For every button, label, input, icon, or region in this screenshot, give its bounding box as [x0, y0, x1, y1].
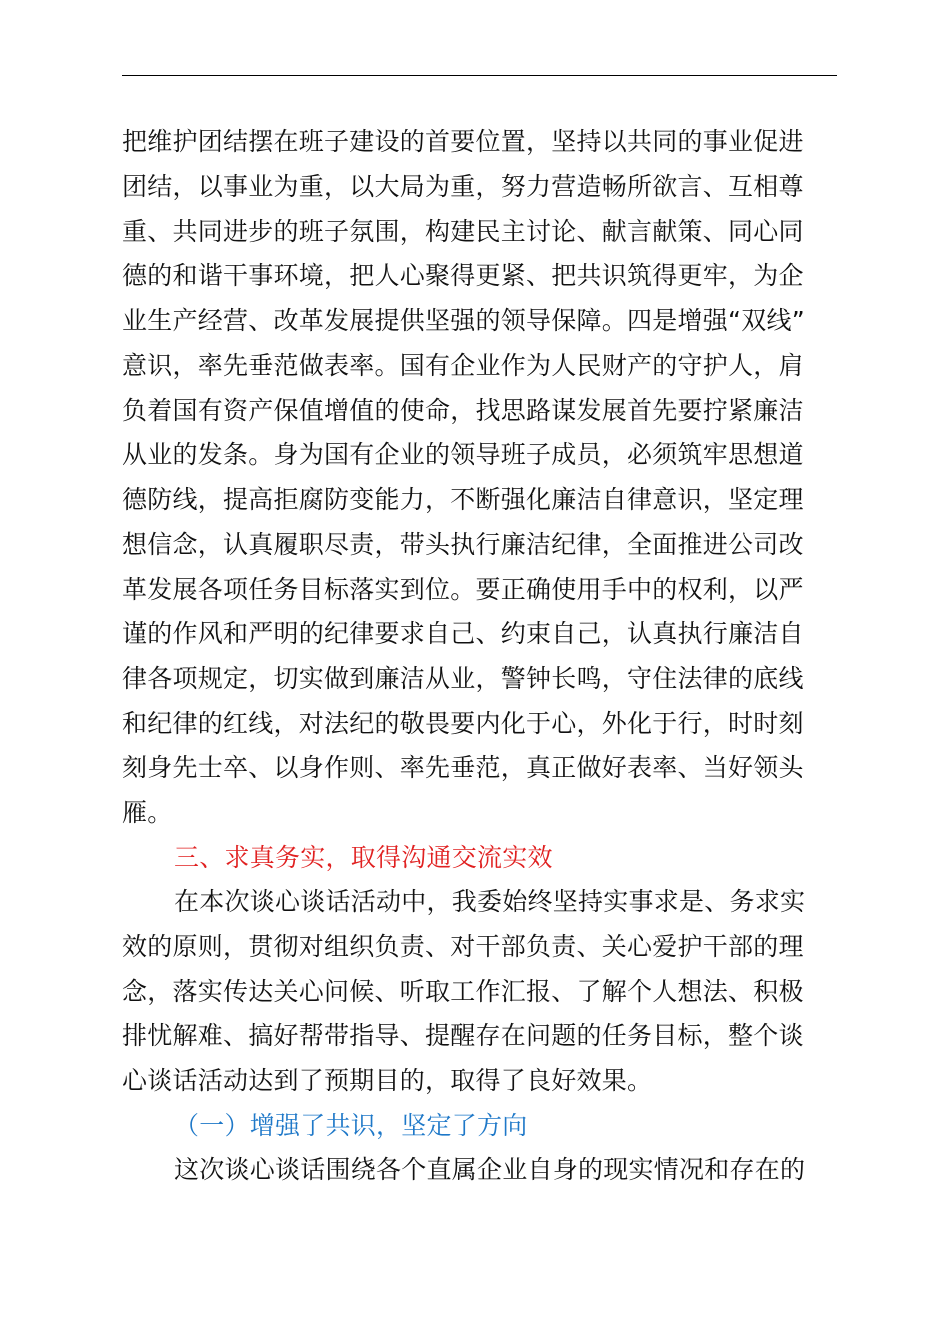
- body-line: 念，落实传达关心问候、听取工作汇报、了解个人想法、积极: [122, 977, 804, 1006]
- body-line: 想信念，认真履职尽责，带头执行廉洁纪律，全面推进公司改: [122, 530, 804, 559]
- body-line: 意识，率先垂范做表率。国有企业作为人民财产的守护人，肩: [122, 351, 804, 380]
- body-line: 革发展各项任务目标落实到位。要正确使用手中的权利，以严: [122, 575, 804, 604]
- body-line: 重、共同进步的班子氛围，构建民主讨论、献言献策、同心同: [122, 217, 804, 246]
- body-line: 德的和谐干事环境，把人心聚得更紧、把共识筑得更牢，为企: [122, 261, 804, 290]
- body-line: 心谈话活动达到了预期目的，取得了良好效果。: [122, 1066, 653, 1095]
- body-line: 雁。: [122, 798, 173, 827]
- body-line: 把维护团结摆在班子建设的首要位置，坚持以共同的事业促进: [122, 127, 804, 156]
- body-line: 效的原则，贯彻对组织负责、对干部负责、关心爱护干部的理: [122, 932, 804, 961]
- section-heading: 三、求真务实，取得沟通交流实效: [174, 843, 553, 872]
- body-line: 谨的作风和严明的纪律要求自己、约束自己，认真执行廉洁自: [122, 619, 804, 648]
- body-line: 业生产经营、改革发展提供坚强的领导保障。四是增强“双线”: [122, 306, 805, 335]
- body-line: 团结，以事业为重，以大局为重，努力营造畅所欲言、互相尊: [122, 172, 804, 201]
- body-line: 从业的发条。身为国有企业的领导班子成员，必须筑牢思想道: [122, 440, 804, 469]
- body-line: 排忧解难、搞好帮带指导、提醒存在问题的任务目标，整个谈: [122, 1021, 804, 1050]
- body-line: 律各项规定，切实做到廉洁从业，警钟长鸣，守住法律的底线: [122, 664, 804, 693]
- body-line: 这次谈心谈话围绕各个直属企业自身的现实情况和存在的: [174, 1155, 806, 1184]
- body-line: 负着国有资产保值增值的使命，找思路谋发展首先要拧紧廉洁: [122, 396, 804, 425]
- body-line: 在本次谈心谈话活动中，我委始终坚持实事求是、务求实: [174, 887, 806, 916]
- subsection-heading: （一）增强了共识，坚定了方向: [174, 1111, 528, 1140]
- header-rule: [122, 75, 837, 76]
- body-line: 刻身先士卒、以身作则、率先垂范，真正做好表率、当好领头: [122, 753, 804, 782]
- body-line: 德防线，提高拒腐防变能力，不断强化廉洁自律意识，坚定理: [122, 485, 804, 514]
- body-line: 和纪律的红线，对法纪的敬畏要内化于心，外化于行，时时刻: [122, 709, 804, 738]
